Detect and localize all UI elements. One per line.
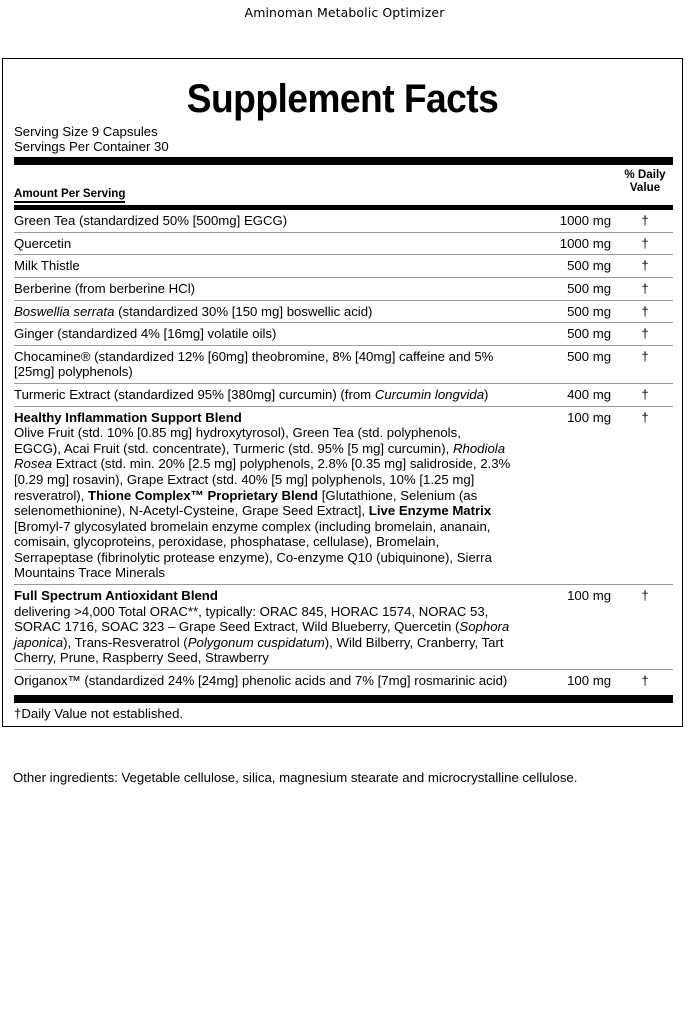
blend-body: Olive Fruit (std. 10% [0.85 mg] hydroxytyrosol), Green Tea (std. polyphenols, EGCG), Acai Fruit (std. concentrate), Turmeric (std. 95% [5 mg] curcumin), Rhodiola Rosea Extract (std. min. 20% [2.5 mg] polyphenols, 2.8% [0.35 mg] salidroside, 2.3% [0.29 mg] rosavin), Grape Extract (std. 40% [5 mg] polyphenols, 10% [1.25 mg] resveratrol), Thione Complex™ Proprietary Blend [Glutathione, Selenium (as selenomethionine), N-Acetyl-Cysteine, Grape Seed Extract], Live Enzyme Matrix [Bromyl-7 glycosylated bromelain enzyme complex (including bromelain, ananain, comisain, glycoproteins, peroxidase, phosphatase, cellulase), Bromelain, Serrapeptase (fibrinolytic protease enzyme), Co-enzyme Q10 (ubiquinone), Sierra Mountains Trace Minerals bbox=[14, 425, 511, 581]
ingredient-amount: 1000 mg bbox=[511, 232, 617, 255]
table-row bbox=[14, 383, 673, 406]
ingredient-amount: 1000 mg bbox=[559, 213, 612, 229]
ingredient-amount: 500 mg bbox=[511, 300, 617, 323]
amount-per-serving-cell bbox=[14, 165, 511, 205]
supplement-facts-title: Supplement Facts bbox=[186, 77, 499, 121]
daily-value-label-line2: Value bbox=[629, 181, 661, 195]
divider-thick-top bbox=[14, 157, 673, 165]
header-amount-spacer bbox=[511, 165, 617, 205]
ingredient-name: Green Tea (standardized 50% [500mg] EGCG) bbox=[14, 213, 288, 229]
servings-per-container: Servings Per Container 30 bbox=[14, 139, 169, 154]
product-title: Aminoman Metabolic Optimizer bbox=[244, 5, 445, 20]
supplement-facts-panel bbox=[2, 58, 683, 727]
table-row bbox=[14, 323, 673, 346]
ingredient-daily-value: † bbox=[617, 345, 673, 383]
ingredient-daily-value: † bbox=[617, 300, 673, 323]
blend-cell bbox=[14, 406, 511, 585]
serving-info bbox=[3, 124, 682, 154]
table-row bbox=[14, 406, 673, 585]
other-ingredients: Other ingredients: Vegetable cellulose, silica, magnesium stearate and microcrystalline cellulose. bbox=[13, 770, 578, 785]
amount-per-serving-label: Amount Per Serving bbox=[14, 187, 125, 203]
botanical-name: Boswellia serrata bbox=[14, 303, 115, 319]
ingredient-amount: 100 mg bbox=[511, 585, 617, 670]
blend-name: Healthy Inflammation Support Blend bbox=[14, 409, 242, 425]
daily-value-label-line1: % Daily bbox=[624, 168, 666, 182]
ingredient-daily-value: † bbox=[617, 383, 673, 406]
ingredient-name: Quercetin bbox=[14, 232, 511, 255]
facts-table bbox=[14, 165, 673, 205]
table-header-row bbox=[14, 165, 673, 205]
ingredient-name: Turmeric Extract (standardized 95% [380mg] curcumin) (from Curcumin longvida) bbox=[14, 383, 511, 406]
ingredient-daily-value: † bbox=[617, 232, 673, 255]
table-row bbox=[14, 277, 673, 300]
daily-value-header-cell bbox=[617, 165, 673, 205]
daily-value-footnote: †Daily Value not established. bbox=[14, 705, 184, 721]
ingredient-daily-value: † bbox=[617, 585, 673, 670]
serving-size: Serving Size 9 Capsules bbox=[14, 123, 158, 139]
table-row bbox=[14, 670, 673, 692]
ingredient-name: Milk Thistle bbox=[14, 255, 511, 278]
ingredient-name: Berberine (from berberine HCl) bbox=[14, 277, 511, 300]
divider-thick-bottom bbox=[14, 695, 673, 703]
ingredient-name: Ginger (standardized 4% [16mg] volatile oils) bbox=[14, 323, 511, 346]
table-row bbox=[14, 255, 673, 278]
ingredient-amount: 400 mg bbox=[511, 383, 617, 406]
ingredient-daily-value: † bbox=[617, 277, 673, 300]
ingredient-daily-value: † bbox=[617, 406, 673, 585]
ingredients-table bbox=[14, 210, 673, 691]
ingredient-amount: 100 mg bbox=[511, 670, 617, 692]
table-row bbox=[14, 345, 673, 383]
table-row bbox=[14, 210, 673, 232]
ingredient-daily-value: † bbox=[617, 670, 673, 692]
botanical-name: Curcumin longvida bbox=[374, 386, 485, 402]
blend-cell bbox=[14, 585, 511, 670]
blend-name: Full Spectrum Antioxidant Blend bbox=[14, 588, 218, 604]
ingredient-amount: 500 mg bbox=[511, 255, 617, 278]
table-row bbox=[14, 585, 673, 670]
ingredient-daily-value: † bbox=[617, 323, 673, 346]
ingredient-daily-value: † bbox=[617, 255, 673, 278]
ingredient-name: Boswellia serrata (standardized 30% [150 mg] boswellic acid) bbox=[14, 300, 511, 323]
ingredient-daily-value: † bbox=[641, 213, 649, 229]
blend-body: delivering >4,000 Total ORAC**, typically: ORAC 845, HORAC 1574, NORAC 53, SORAC 1716, SOAC 323 – Grape Seed Extract, Wild Blueberry, Quercetin (Sophora japonica), Trans-Resveratrol (Polygonum cuspidatum), Wild Bilberry, Cranberry, Tart Cherry, Prune, Raspberry Seed, Strawberry bbox=[14, 603, 510, 666]
ingredient-name: Chocamine® (standardized 12% [60mg] theobromine, 8% [40mg] caffeine and 5% [25mg] polyphenols) bbox=[14, 345, 511, 383]
ingredient-name: Origanox™ (standardized 24% [24mg] phenolic acids and 7% [7mg] rosmarinic acid) bbox=[14, 670, 511, 692]
ingredient-amount: 500 mg bbox=[511, 345, 617, 383]
ingredient-amount: 100 mg bbox=[511, 406, 617, 585]
ingredients-table-body bbox=[14, 210, 673, 691]
ingredient-amount: 500 mg bbox=[511, 277, 617, 300]
table-row bbox=[14, 300, 673, 323]
ingredient-amount: 500 mg bbox=[511, 323, 617, 346]
table-row bbox=[14, 232, 673, 255]
